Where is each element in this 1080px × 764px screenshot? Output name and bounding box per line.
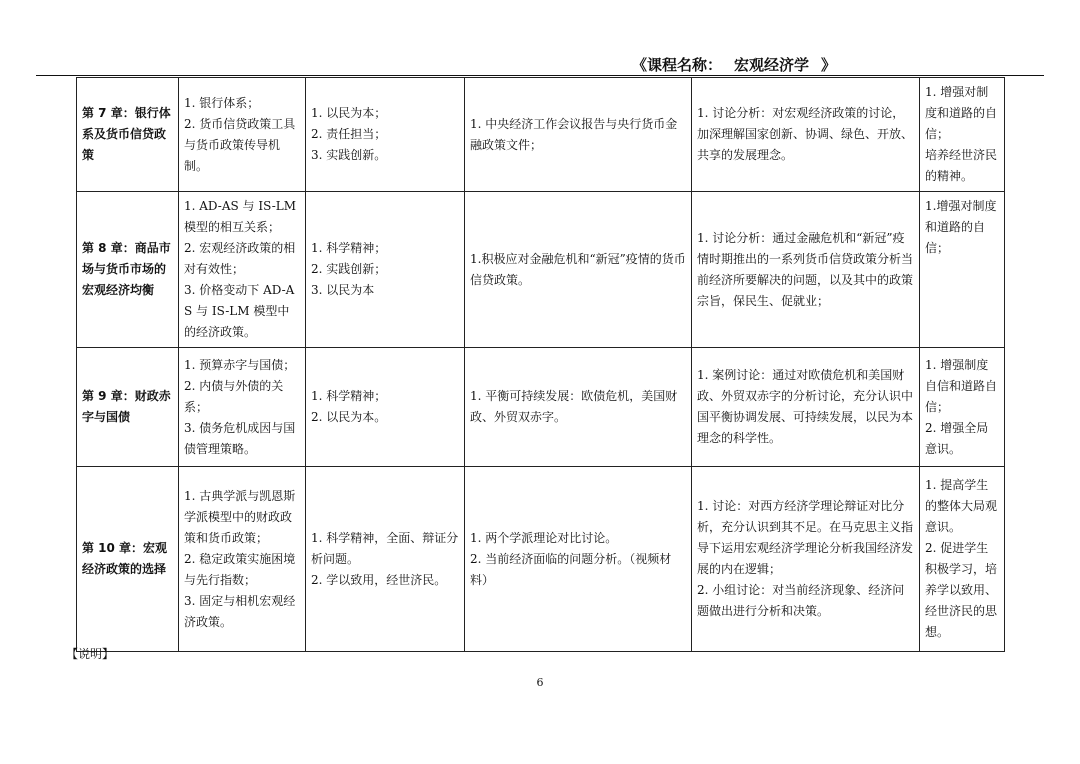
cases-cell xyxy=(465,78,692,192)
element-line: 3. 以民为本 xyxy=(311,283,375,297)
element-line: 1. 科学精神； xyxy=(311,389,387,403)
course-title-header xyxy=(632,54,836,76)
method-line: 2. 小组讨论：对当前经济现象、经济问题做出进行分析和决策。 xyxy=(697,583,905,618)
goal-line: 1. 增强制度自信和道路自信； xyxy=(925,357,998,414)
method-line: 1. 讨论分析：通过金融危机和“新冠”疫情时期推出的一系列货币信贷政策分析当前经济所要解决的问题，以及其中的政策宗旨，保民生、促就业； xyxy=(697,230,914,308)
content-line: 1. 银行体系； xyxy=(184,95,260,110)
content-line: 1. 预算赤字与国债； xyxy=(184,357,296,372)
content-line: 3. 固定与相机宏观经济政策。 xyxy=(184,593,296,629)
goal-line: 1. 增强对制度和道路的自信； xyxy=(925,85,998,141)
goal-line: 1.增强对制度和道路的自信； xyxy=(925,199,997,255)
header-rule xyxy=(36,75,1044,76)
course-title-suffix: 》 xyxy=(821,56,837,74)
elements-cell xyxy=(306,348,465,467)
goals-cell xyxy=(920,348,1005,467)
content-line: 2. 内债与外债的关系； xyxy=(184,378,284,414)
element-line: 1. 科学精神； xyxy=(311,241,387,255)
goal-line: 1. 提高学生的整体大局观意识。 xyxy=(925,478,998,534)
table-row xyxy=(77,78,1005,192)
element-line: 1. 以民为本； xyxy=(311,106,387,120)
content-line: 2. 宏观经济政策的相对有效性； xyxy=(184,241,296,276)
element-line: 2. 实践创新； xyxy=(311,262,387,276)
elements-cell xyxy=(306,78,465,192)
methods-cell xyxy=(692,467,920,652)
element-line: 3. 实践创新。 xyxy=(311,148,387,162)
course-title-prefix: 《课程名称： xyxy=(632,56,723,74)
table-row xyxy=(77,348,1005,467)
table-row xyxy=(77,192,1005,348)
chapter-cell: 第 9 章：财政赤字与国债 xyxy=(77,348,179,467)
cases-cell xyxy=(465,192,692,348)
content-line: 2. 稳定政策实施困境与先行指数； xyxy=(184,551,296,587)
syllabus-table xyxy=(76,77,1005,652)
course-name: 宏观经济学 xyxy=(730,54,813,76)
case-line: 1. 中央经济工作会议报告与央行货币金融政策文件； xyxy=(470,116,678,152)
goals-cell xyxy=(920,192,1005,348)
goals-cell xyxy=(920,467,1005,652)
methods-cell xyxy=(692,348,920,467)
content-cell xyxy=(179,78,306,192)
page-number: 6 xyxy=(536,676,544,689)
content-cell xyxy=(179,192,306,348)
goals-cell xyxy=(920,78,1005,192)
case-line: 2. 当前经济面临的问题分析。（视频材料） xyxy=(470,551,672,587)
chapter-cell: 第 10 章：宏观经济政策的选择 xyxy=(77,467,179,652)
element-line: 2. 责任担当； xyxy=(311,127,387,141)
goal-line: 培养经世济民的精神。 xyxy=(925,148,998,183)
element-line: 1. 科学精神，全面、辩证分析问题。 xyxy=(311,530,459,566)
element-line: 2. 学以致用，经世济民。 xyxy=(311,572,447,587)
goal-line: 2. 促进学生积极学习，培养学以致用、经世济民的思想。 xyxy=(925,541,998,639)
methods-cell xyxy=(692,78,920,192)
content-line: 1. AD-AS 与 IS-LM 模型的相互关系； xyxy=(184,199,297,234)
chapter-cell: 第 7 章：银行体系及货币信贷政策 xyxy=(77,78,179,192)
table-row xyxy=(77,467,1005,652)
content-cell xyxy=(179,348,306,467)
cases-cell xyxy=(465,467,692,652)
goal-line: 2. 增强全局意识。 xyxy=(925,420,989,456)
method-line: 1. 讨论分析：对宏观经济政策的讨论，加深理解国家创新、协调、绿色、开放、共享的发展理念。 xyxy=(697,106,914,162)
content-line: 1. 古典学派与凯恩斯学派模型中的财政政策和货币政策； xyxy=(184,488,296,545)
content-line: 3. 价格变动下 AD-AS 与 IS-LM 模型中的经济政策。 xyxy=(184,283,295,339)
case-line: 1. 两个学派理论对比讨论。 xyxy=(470,530,618,545)
cases-cell xyxy=(465,348,692,467)
elements-cell xyxy=(306,192,465,348)
case-line: 1.积极应对金融危机和“新冠”疫情的货币信贷政策。 xyxy=(470,251,686,287)
content-cell xyxy=(179,467,306,652)
note-label: 【说明】 xyxy=(66,647,115,661)
chapter-cell: 第 8 章：商品市场与货币市场的宏观经济均衡 xyxy=(77,192,179,348)
method-line: 1. 讨论：对西方经济学理论辩证对比分析，充分认识到其不足。在马克思主义指导下运用宏观经济学理论分析我国经济发展的内在逻辑； xyxy=(697,499,914,576)
elements-cell xyxy=(306,467,465,652)
element-line: 2. 以民为本。 xyxy=(311,410,387,424)
methods-cell xyxy=(692,192,920,348)
content-line: 3. 债务危机成因与国债管理策略。 xyxy=(184,420,296,456)
case-line: 1. 平衡可持续发展：欧债危机，美国财政、外贸双赤字。 xyxy=(470,389,678,424)
content-line: 2. 货币信贷政策工具与货币政策传导机制。 xyxy=(184,116,296,173)
method-line: 1. 案例讨论：通过对欧债危机和美国财政、外贸双赤字的分析讨论，充分认识中国平衡协调发展、可持续发展，以民为本理念的科学性。 xyxy=(697,368,914,445)
